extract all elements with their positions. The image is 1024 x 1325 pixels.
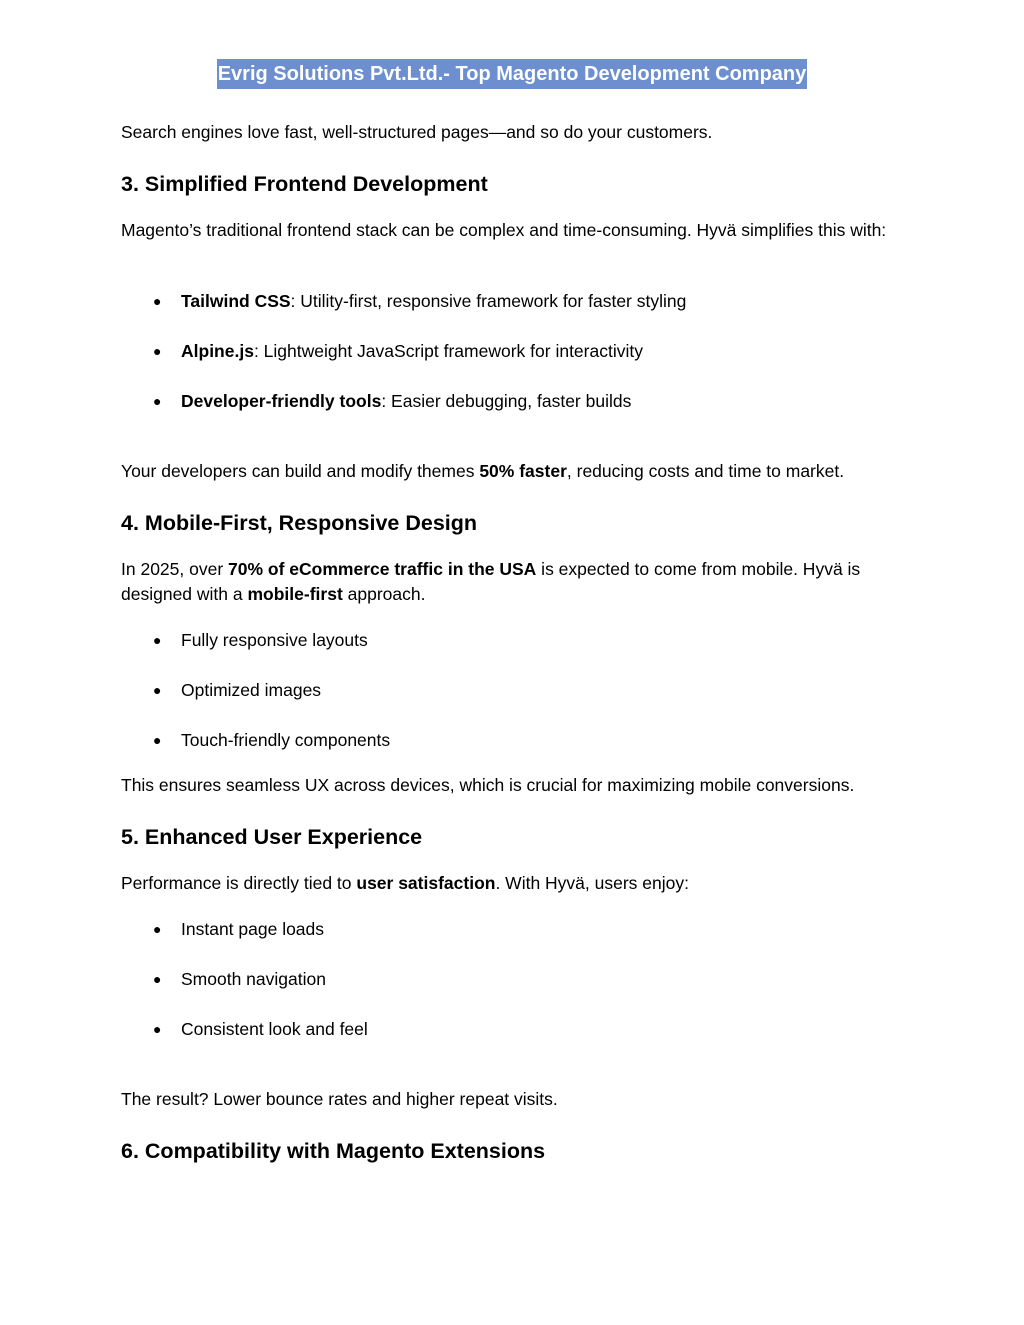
text-run: Your developers can build and modify themes [121,461,480,481]
list-item-rest: : Utility-first, responsive framework for faster styling [290,291,687,311]
section-5-heading: 5. Enhanced User Experience [121,825,423,849]
list-item-bold: Alpine.js [181,341,254,361]
section-5-after-paragraph: The result? Lower bounce rates and higher repeat visits. [121,1089,558,1109]
list-item-text: Consistent look and feel [181,1019,368,1039]
bullet-icon: ● [153,971,162,987]
list-item-bold: Developer-friendly tools [181,391,382,411]
list-item-text [181,339,643,364]
bullet-icon: ● [153,343,162,359]
bullet-icon: ● [153,1021,162,1037]
list-item-text [181,289,686,314]
list-item-text: Smooth navigation [181,969,326,989]
text-run: . With Hyvä, users enjoy: [495,873,689,893]
section-3-paragraph: Magento’s traditional frontend stack can be complex and time-consuming. Hyvä simplifies this with: [121,220,887,240]
list-item-text: Optimized images [181,680,322,700]
bullet-icon: ● [153,393,162,409]
bullet-icon: ● [153,293,162,309]
list-item-text: Fully responsive layouts [181,630,368,650]
list-item-text [181,389,631,414]
text-run: In 2025, over [121,559,229,579]
section-3-after-paragraph [121,459,911,484]
text-run: approach. [342,584,426,604]
bullet-icon: ● [153,682,162,698]
section-6-heading: 6. Compatibility with Magento Extensions [121,1139,546,1163]
bullet-icon: ● [153,921,162,937]
list-item-rest: : Lightweight JavaScript framework for interactivity [253,341,643,361]
section-3-heading: 3. Simplified Frontend Development [121,172,488,196]
bullet-icon: ● [153,732,162,748]
page-title: Evrig Solutions Pvt.Ltd.- Top Magento Development Company [217,59,808,89]
bold-run: user satisfaction [356,873,496,893]
section-4-paragraph [121,557,911,607]
section-5-paragraph [121,871,911,896]
text-run: is expected to come from mobile. Hyvä is designed with a [121,559,861,604]
list-item-text: Instant page loads [181,919,325,939]
list-item-text: Touch-friendly components [181,730,391,750]
intro-paragraph: Search engines love fast, well-structured pages—and so do your customers. [121,122,713,142]
text-run: Performance is directly tied to [121,873,357,893]
bullet-icon: ● [153,632,162,648]
list-item-rest: : Easier debugging, faster builds [381,391,632,411]
bold-run: mobile-first [247,584,343,604]
section-4-heading: 4. Mobile-First, Responsive Design [121,511,478,535]
bold-run: 50% faster [479,461,567,481]
section-4-after-paragraph: This ensures seamless UX across devices, which is crucial for maximizing mobile conversions. [121,775,855,795]
text-run: , reducing costs and time to market. [566,461,845,481]
list-item-bold: Tailwind CSS [181,291,291,311]
page-header [0,59,1024,89]
bold-run: 70% of eCommerce traffic in the USA [228,559,537,579]
